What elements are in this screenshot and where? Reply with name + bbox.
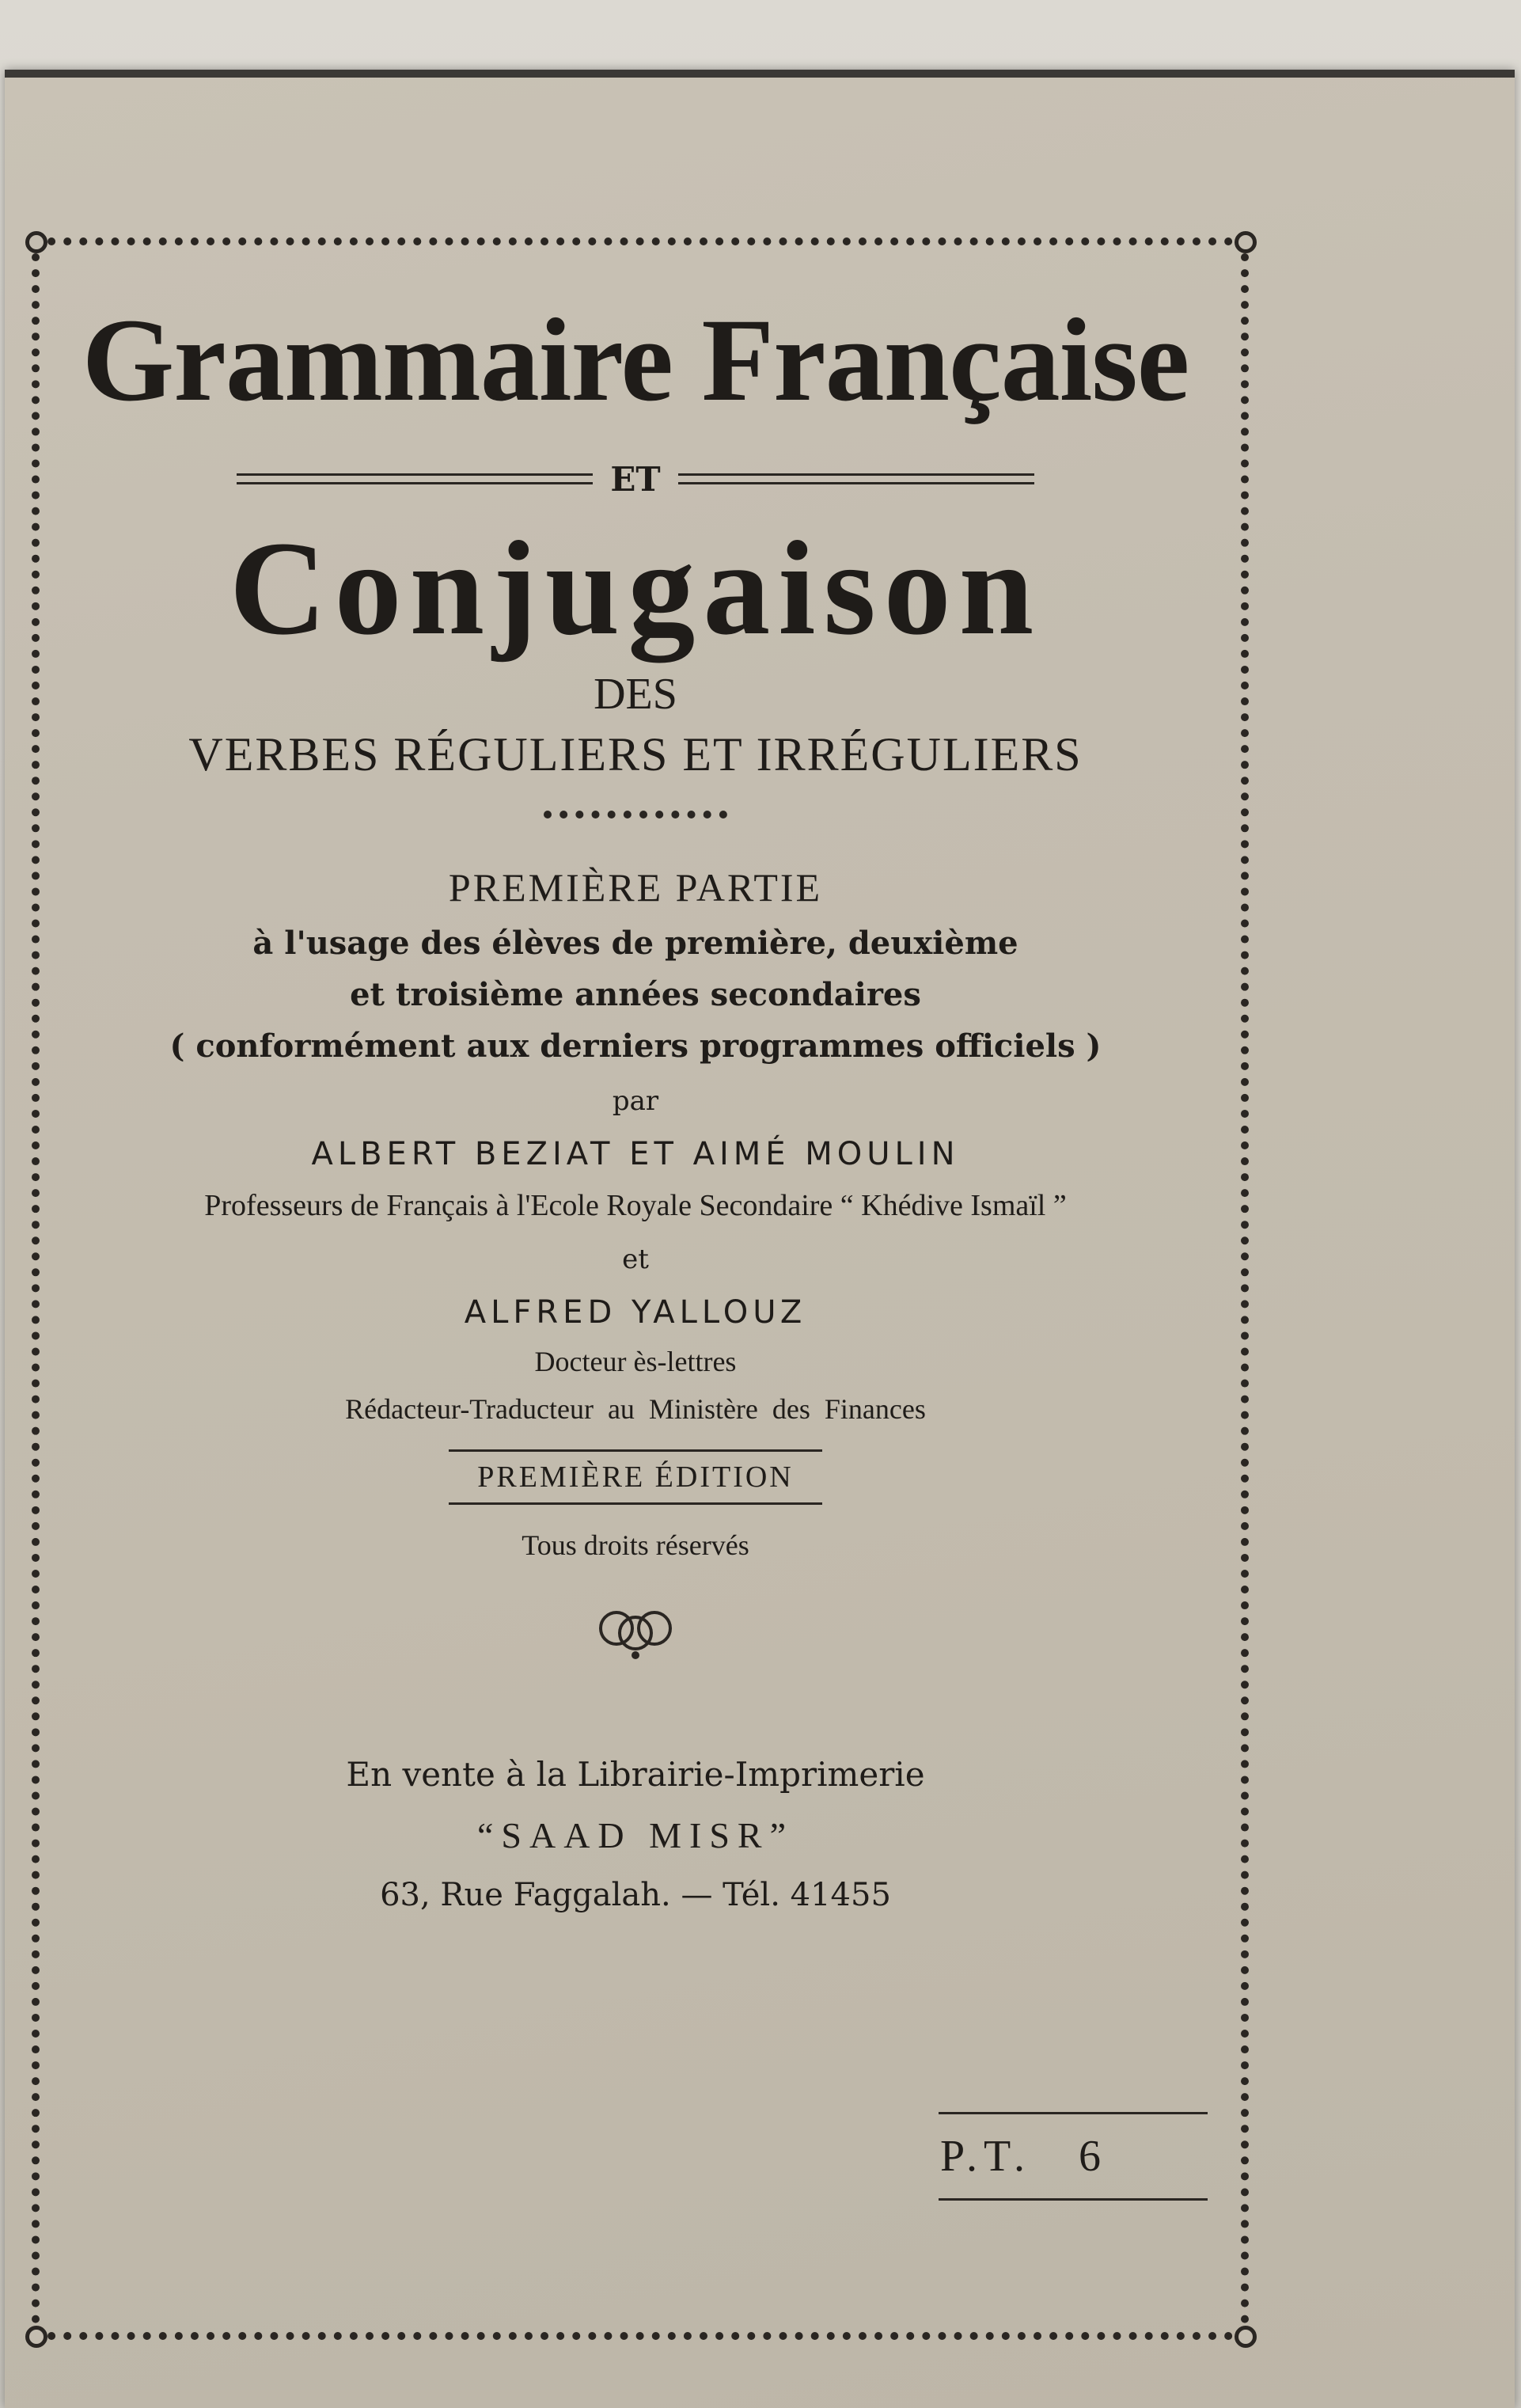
authors-line: ALBERT BEZIAT ET AIMÉ MOULIN: [311, 1135, 960, 1172]
partie-heading: PREMIÈRE PARTIE: [448, 864, 823, 910]
double-rule-right: [678, 473, 1034, 484]
publisher-name: “SAAD MISR”: [476, 1814, 795, 1855]
sales-line: En vente à la Librairie-Imprimerie: [346, 1754, 925, 1794]
price-value: 6: [1079, 2132, 1107, 2181]
usage-line-1: à l'usage des élèves de première, deuxième: [252, 924, 1018, 962]
et-separator: [47, 451, 1223, 507]
verbes-line: VERBES RÉGULIERS ET IRRÉGULIERS: [188, 727, 1083, 781]
et-small-label: et: [622, 1243, 649, 1275]
et-label: ET: [610, 459, 661, 499]
frame-corner-ornament: [1235, 231, 1257, 253]
book-title: Grammaire Française: [82, 294, 1189, 426]
price-label: P.T.: [940, 2132, 1031, 2181]
dashed-separator: [544, 811, 727, 828]
doctor-line: Docteur ès-lettres: [534, 1345, 737, 1377]
rights-notice: Tous droits réservés: [522, 1529, 749, 1561]
par-label: par: [612, 1084, 659, 1117]
des-label: DES: [594, 669, 677, 719]
interlocked-rings-icon: [588, 1601, 683, 1665]
frame-corner-ornament: [25, 2326, 47, 2348]
double-rule-left: [237, 473, 593, 484]
usage-line-3: ( conformément aux derniers programmes officiels ): [169, 1027, 1102, 1065]
frame-corner-ornament: [25, 231, 47, 253]
redacteur-line: Rédacteur-Traducteur au Ministère des Finances: [345, 1392, 926, 1425]
frame-corner-ornament: [1235, 2326, 1257, 2348]
cover-content: [47, 182, 1223, 1913]
publisher-address: 63, Rue Faggalah. — Tél. 41455: [380, 1876, 891, 1913]
edition-label: PREMIÈRE ÉDITION: [449, 1449, 821, 1505]
second-author: ALFRED YALLOUZ: [464, 1293, 807, 1331]
usage-line-2: et troisième années secondaires: [350, 975, 921, 1013]
professors-line: Professeurs de Français à l'Ecole Royale Secondaire “ Khédive Ismaïl ”: [204, 1188, 1067, 1222]
price-box: [939, 2112, 1208, 2201]
book-subtitle: Conjugaison: [229, 514, 1042, 663]
